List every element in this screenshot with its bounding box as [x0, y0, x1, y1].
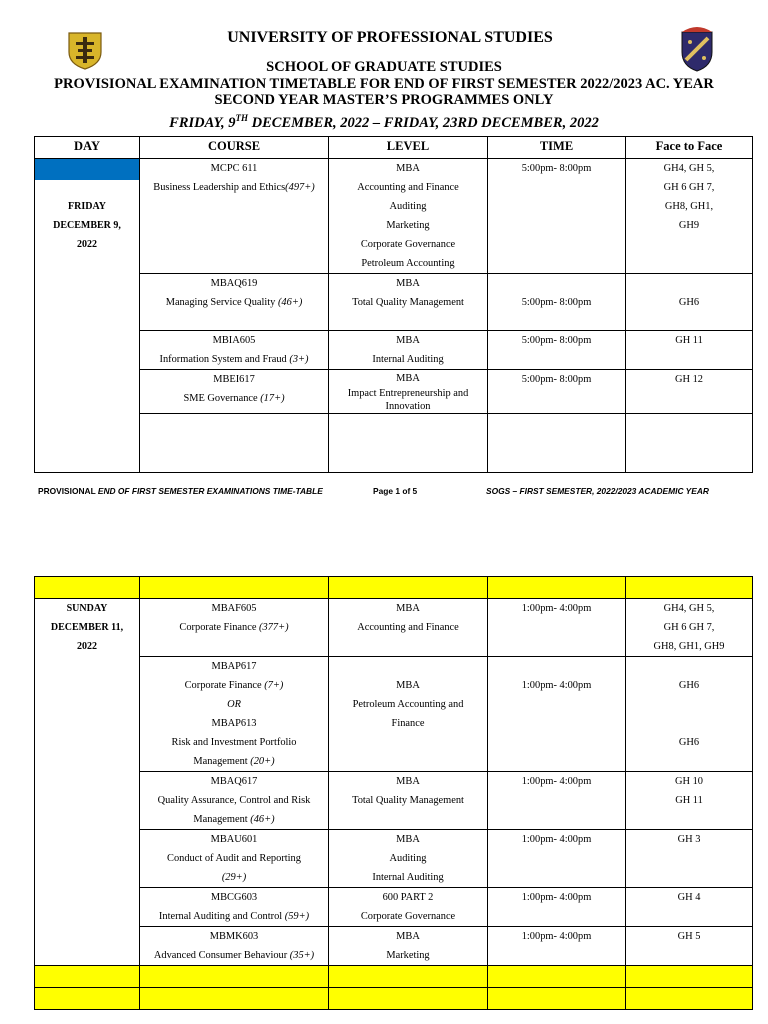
course-cell: MBAF605 Corporate Finance (377+) — [140, 599, 329, 657]
timetable-page-2 — [34, 576, 753, 1010]
venue-cell: GH4, GH 5, GH 6 GH 7, GH8, GH1, GH9 — [626, 599, 753, 657]
venue-cell: GH 12 — [626, 370, 753, 414]
programme-title: SECOND YEAR MASTER’S PROGRAMMES ONLY — [214, 92, 554, 108]
time-cell: 1:00pm- 4:00pm — [488, 772, 626, 830]
venue-cell: GH 5 — [626, 927, 753, 966]
course-cell: MCPC 611 Business Leadership and Ethics(497+) — [140, 159, 329, 274]
timetable-page-1 — [34, 136, 753, 473]
day-cell: SUNDAY DECEMBER 11, 2022 — [35, 599, 140, 966]
table-row — [35, 599, 753, 657]
level-cell: MBA Total Quality Management — [329, 274, 488, 331]
course-cell: MBEI617 SME Governance (17+) — [140, 370, 329, 414]
course-cell: MBIA605 Information System and Fraud (3+) — [140, 331, 329, 370]
time-cell: 5:00pm- 8:00pm — [488, 331, 626, 370]
footer-page-number: Page 1 of 5 — [373, 486, 418, 496]
highlighted-empty-row — [35, 988, 753, 1010]
level-cell: MBA Petroleum Accounting and Finance — [329, 657, 488, 772]
level-cell: MBA Accounting and Finance — [329, 599, 488, 657]
highlighted-empty-row — [35, 966, 753, 988]
university-name: UNIVERSITY OF PROFESSIONAL STUDIES — [227, 29, 553, 46]
time-cell: 1:00pm- 4:00pm — [488, 599, 626, 657]
table-row — [35, 772, 753, 830]
course-cell: MBAQ617 Quality Assurance, Control and Risk Management (46+) — [140, 772, 329, 830]
time-cell: 1:00pm- 4:00pm — [488, 657, 626, 772]
level-cell: 600 PART 2 Corporate Governance — [329, 888, 488, 927]
time-cell: 1:00pm- 4:00pm — [488, 888, 626, 927]
column-header-time: TIME — [488, 137, 626, 159]
table-row — [35, 370, 753, 414]
time-cell: 1:00pm- 4:00pm — [488, 927, 626, 966]
venue-cell: GH 4 — [626, 888, 753, 927]
level-cell: MBA Total Quality Management — [329, 772, 488, 830]
footer-right: SOGS – FIRST SEMESTER, 2022/2023 ACADEMIC YEAR — [486, 486, 709, 496]
course-cell: MBAQ619 Managing Service Quality (46+) — [140, 274, 329, 331]
level-cell: MBA Impact Entrepreneurship and Innovation — [329, 370, 488, 414]
day-cell: FRIDAY DECEMBER 9, 2022 — [35, 159, 140, 473]
school-name: SCHOOL OF GRADUATE STUDIES — [266, 59, 502, 75]
footer-left: PROVISIONAL END OF FIRST SEMESTER EXAMINATIONS TIME-TABLE — [38, 486, 323, 496]
table-row — [35, 888, 753, 927]
venue-cell: GH4, GH 5, GH 6 GH 7, GH8, GH1, GH9 — [626, 159, 753, 274]
time-cell: 1:00pm- 4:00pm — [488, 830, 626, 888]
course-cell: MBAU601 Conduct of Audit and Reporting (29+) — [140, 830, 329, 888]
table-row — [35, 274, 753, 331]
column-header-course: COURSE — [140, 137, 329, 159]
table-row — [35, 159, 753, 274]
course-cell: MBAP617 Corporate Finance (7+) OR MBAP613 Risk and Investment Portfolio Management (20+) — [140, 657, 329, 772]
document-header — [0, 28, 768, 133]
time-cell: 5:00pm- 8:00pm — [488, 159, 626, 274]
table-row — [35, 657, 753, 772]
course-cell: MBMK603 Advanced Consumer Behaviour (35+) — [140, 927, 329, 966]
course-cell: MBCG603 Internal Auditing and Control (59+) — [140, 888, 329, 927]
timetable-title: PROVISIONAL EXAMINATION TIMETABLE FOR END OF FIRST SEMESTER 2022/2023 AC. YEAR — [54, 76, 714, 92]
empty-row — [35, 414, 753, 473]
level-cell: MBA Auditing Internal Auditing — [329, 830, 488, 888]
venue-cell: GH 3 — [626, 830, 753, 888]
table-row — [35, 927, 753, 966]
venue-cell: GH 10 GH 11 — [626, 772, 753, 830]
table-row — [35, 830, 753, 888]
column-header-level: LEVEL — [329, 137, 488, 159]
time-cell: 5:00pm- 8:00pm — [488, 370, 626, 414]
date-range: FRIDAY, 9TH DECEMBER, 2022 – FRIDAY, 23RD DECEMBER, 2022 — [169, 113, 599, 131]
level-cell: MBA Internal Auditing — [329, 331, 488, 370]
time-cell: 5:00pm- 8:00pm — [488, 274, 626, 331]
day-highlight-bar — [35, 159, 139, 180]
venue-cell: GH 11 — [626, 331, 753, 370]
venue-cell: GH6 — [626, 274, 753, 331]
level-cell: MBA Marketing — [329, 927, 488, 966]
column-header-day: DAY — [35, 137, 140, 159]
table-row — [35, 331, 753, 370]
venue-cell: GH6 GH6 — [626, 657, 753, 772]
level-cell: MBA Accounting and Finance Auditing Marketing Corporate Governance Petroleum Accounting — [329, 159, 488, 274]
highlighted-empty-row — [35, 577, 753, 599]
column-header-venue: Face to Face — [626, 137, 753, 159]
